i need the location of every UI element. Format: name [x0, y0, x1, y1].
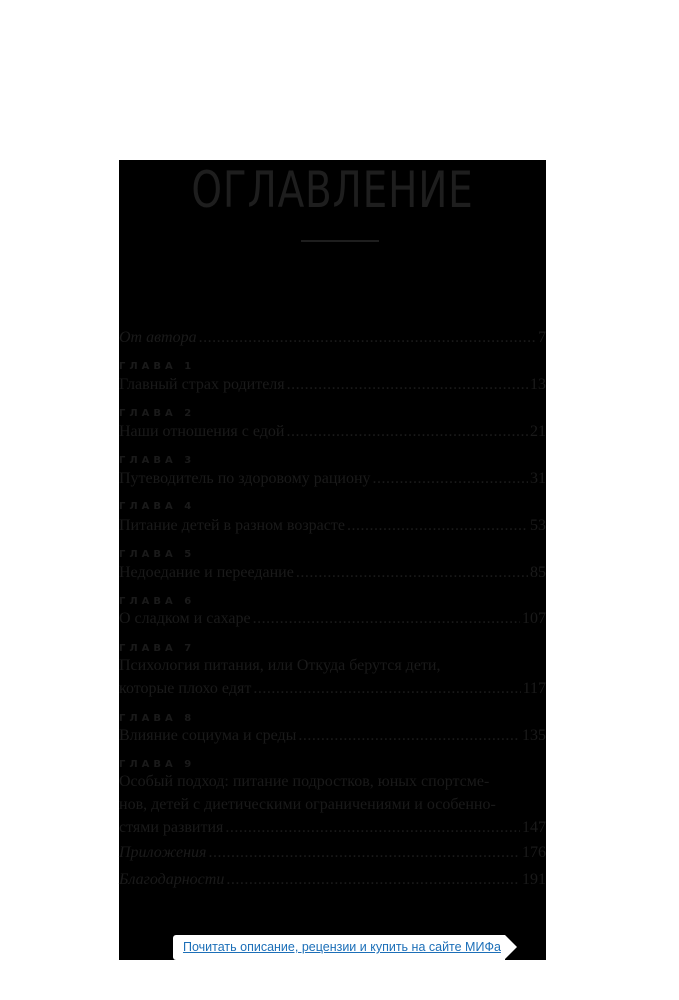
toc-entry-page: 135 [522, 727, 546, 744]
chapter-label: ГЛАВА 4 [119, 501, 196, 512]
toc-entry-title: Путеводитель по здоровому рациону [119, 470, 371, 487]
toc-entry-page: 21 [530, 423, 546, 440]
toc-entry-page: 147 [522, 819, 546, 836]
dot-leader [286, 422, 528, 442]
toc-entry-title: О сладком и сахаре [119, 610, 251, 627]
toc-entry-page: 53 [530, 517, 546, 534]
toc-entry-chapter-8 [119, 726, 546, 746]
toc-entry-chapter-9 [119, 818, 546, 838]
toc-entry-appendix [119, 843, 546, 863]
dot-leader [347, 516, 528, 536]
dot-leader [208, 843, 520, 863]
toc-entry-page: 107 [522, 610, 546, 627]
toc-entry-title: Питание детей в разном возрасте [119, 517, 345, 534]
chapter-label: ГЛАВА 6 [119, 596, 196, 607]
toc-entry-chapter-5 [119, 563, 546, 583]
toc-entry-title: Благодарности [119, 871, 225, 888]
dot-leader [373, 469, 529, 489]
chapter-label: ГЛАВА 2 [119, 408, 196, 419]
toc-entry-title: Наши отношения с едой [119, 423, 285, 440]
toc-entry-chapter-6 [119, 609, 546, 629]
toc-entry-chapter-2 [119, 422, 546, 442]
toc-entry-title: стями развития [119, 819, 224, 836]
chapter-label: ГЛАВА 5 [119, 549, 196, 560]
purchase-link[interactable]: Почитать описание, рецензии и купить на сайте МИФа [183, 940, 501, 954]
toc-entry-author [119, 328, 546, 348]
toc-entry-chapter-7 [119, 679, 546, 699]
dot-leader [225, 818, 520, 838]
toc-entry-title-line: Психология питания, или Откуда берутся дети, [119, 657, 441, 674]
chapter-label: ГЛАВА 3 [119, 455, 196, 466]
title-divider [301, 240, 379, 242]
dot-leader [287, 375, 528, 395]
chapter-label: ГЛАВА 7 [119, 643, 196, 654]
toc-entry-chapter-3 [119, 469, 546, 489]
toc-entry-page: 176 [522, 844, 546, 861]
toc-entry-page: 117 [522, 680, 546, 697]
dot-leader [199, 328, 536, 348]
page-title: ОГЛАВЛЕНИЕ [191, 161, 474, 219]
toc-entry-title: Недоедание и переедание [119, 564, 294, 581]
toc-entry-page: 31 [530, 470, 546, 487]
toc-entry-page: 85 [530, 564, 546, 581]
toc-entry-chapter-1 [119, 375, 546, 395]
chapter-label: ГЛАВА 9 [119, 759, 196, 770]
purchase-banner [173, 935, 505, 960]
dot-leader [253, 609, 520, 629]
dot-leader [226, 870, 520, 890]
toc-entry-title: Главный страх родителя [119, 376, 285, 393]
toc-entry-title-line: Особый подход: питание подростков, юных спортсме- [119, 773, 490, 790]
toc-entry-chapter-4 [119, 516, 546, 536]
toc-entry-page: 191 [522, 871, 546, 888]
toc-entry-thanks [119, 870, 546, 890]
toc-entry-title: Приложения [119, 844, 207, 861]
dot-leader [296, 563, 528, 583]
chapter-label: ГЛАВА 8 [119, 713, 196, 724]
toc-entry-page: 13 [530, 376, 546, 393]
toc-entry-page: 7 [538, 329, 546, 346]
book-page [119, 160, 546, 960]
toc-entry-title: От автора [119, 329, 197, 346]
toc-entry-title: Влияние социума и среды [119, 727, 297, 744]
chapter-label: ГЛАВА 1 [119, 361, 196, 372]
toc-entry-title: которые плохо едят [119, 680, 252, 697]
dot-leader [253, 679, 520, 699]
dot-leader [298, 726, 520, 746]
toc-entry-title-line: нов, детей с диетическими ограничениями и особенно- [119, 796, 496, 813]
